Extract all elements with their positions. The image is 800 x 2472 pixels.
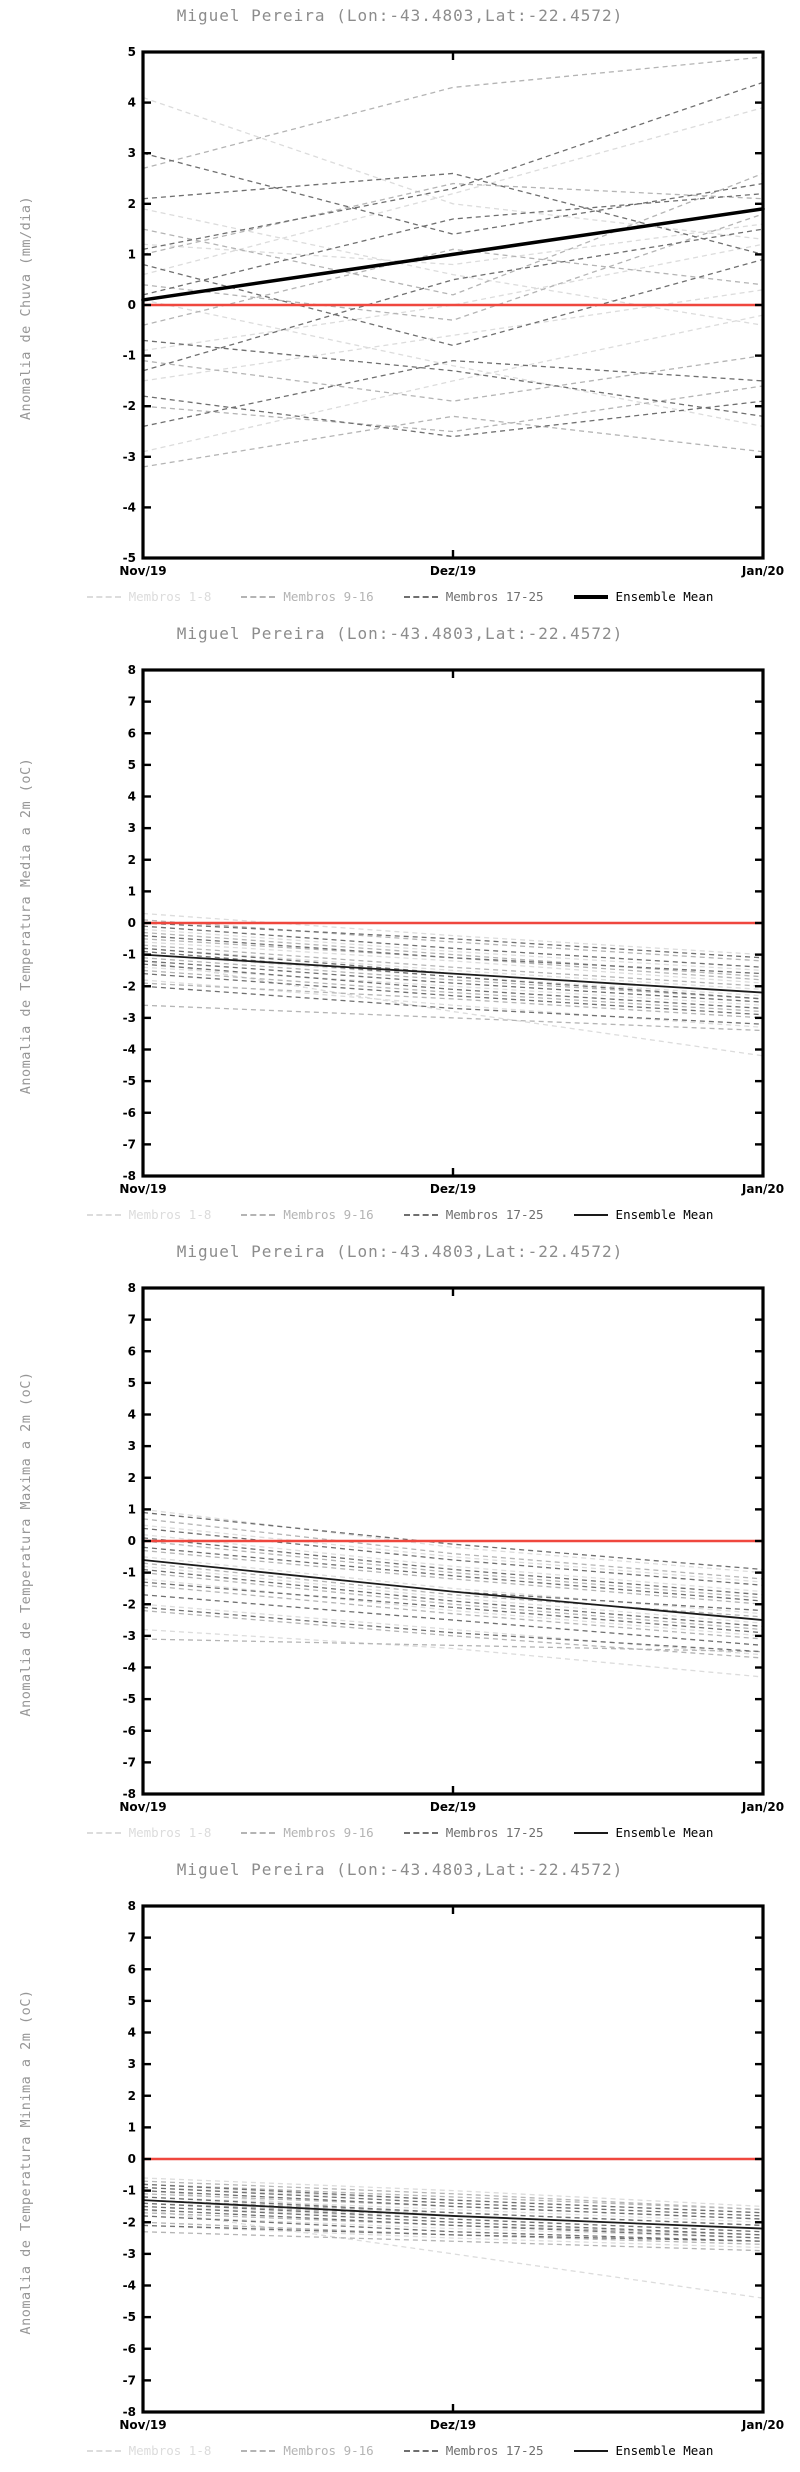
dashed-line-swatch-icon [404, 1214, 438, 1216]
legend-label: Membros 1-8 [128, 1207, 212, 1222]
dashed-line-swatch-icon [87, 1832, 121, 1834]
y-axis-label: Anomalia de Chuva (mm/dia) [18, 195, 34, 421]
legend-item [87, 589, 212, 604]
chart-title: Miguel Pereira (Lon:-43.4803,Lat:-22.4572) [176, 624, 624, 643]
svg-text:Nov/19: Nov/19 [119, 2418, 167, 2432]
legend-label: Membros 17-25 [445, 2443, 544, 2458]
dashed-line-swatch-icon [404, 1832, 438, 1834]
svg-text:-2: -2 [122, 1597, 136, 1612]
svg-text:0: 0 [127, 1534, 136, 1548]
chart-legend [0, 1207, 800, 1222]
svg-text:8: 8 [127, 1281, 136, 1295]
solid-line-swatch-icon [574, 2450, 608, 2452]
legend-item [241, 2443, 373, 2458]
svg-text:2: 2 [127, 196, 136, 211]
svg-text:1: 1 [127, 884, 136, 899]
legend-item [241, 589, 373, 604]
svg-text:-6: -6 [122, 1723, 136, 1738]
chart-title: Miguel Pereira (Lon:-43.4803,Lat:-22.4572) [176, 1860, 624, 1879]
svg-text:-2: -2 [122, 979, 136, 994]
legend-label: Membros 1-8 [128, 2443, 212, 2458]
chart-legend [0, 1825, 800, 1840]
chart-panel-precipitation [0, 0, 800, 618]
svg-text:8: 8 [127, 663, 136, 677]
svg-text:6: 6 [127, 1344, 136, 1359]
dashed-line-swatch-icon [241, 2450, 275, 2452]
svg-text:4: 4 [127, 789, 136, 804]
svg-text:-3: -3 [122, 1628, 136, 1643]
svg-text:1: 1 [127, 247, 136, 262]
legend-label: Membros 9-16 [283, 1207, 374, 1222]
svg-text:Jan/20: Jan/20 [741, 1800, 785, 1814]
svg-text:-5: -5 [122, 2310, 136, 2325]
svg-text:3: 3 [127, 2057, 136, 2072]
svg-text:-4: -4 [122, 500, 136, 515]
chart-plot [0, 0, 800, 618]
legend-label: Ensemble Mean [615, 1825, 714, 1840]
svg-text:-3: -3 [122, 449, 136, 464]
svg-text:-8: -8 [122, 2405, 136, 2419]
svg-text:1: 1 [127, 1502, 136, 1517]
svg-text:Jan/20: Jan/20 [741, 1182, 785, 1196]
legend-label: Membros 17-25 [445, 1825, 544, 1840]
svg-text:2: 2 [127, 1470, 136, 1485]
svg-text:Dez/19: Dez/19 [429, 1182, 477, 1196]
svg-text:4: 4 [127, 1407, 136, 1422]
dashed-line-swatch-icon [87, 1214, 121, 1216]
svg-text:-5: -5 [122, 1692, 136, 1707]
legend-label: Membros 9-16 [283, 589, 374, 604]
svg-text:Jan/20: Jan/20 [741, 564, 785, 578]
chart-panel-mean-temperature [0, 618, 800, 1236]
svg-text:0: 0 [127, 916, 136, 930]
svg-text:Dez/19: Dez/19 [429, 1800, 477, 1814]
svg-text:3: 3 [127, 1439, 136, 1454]
legend-label: Ensemble Mean [615, 2443, 714, 2458]
svg-text:-7: -7 [122, 1755, 136, 1770]
solid-line-swatch-icon [574, 595, 608, 599]
legend-item [241, 1207, 373, 1222]
chart-panel-min-temperature [0, 1854, 800, 2472]
svg-text:3: 3 [127, 146, 136, 161]
svg-text:5: 5 [127, 757, 136, 772]
svg-text:7: 7 [127, 1930, 136, 1945]
svg-text:Nov/19: Nov/19 [119, 1800, 167, 1814]
svg-text:-6: -6 [122, 2341, 136, 2356]
legend-item [574, 589, 714, 604]
svg-text:7: 7 [127, 694, 136, 709]
svg-text:6: 6 [127, 1962, 136, 1977]
svg-text:-1: -1 [122, 2183, 136, 2198]
svg-text:-3: -3 [122, 2246, 136, 2261]
svg-text:-8: -8 [122, 1169, 136, 1183]
svg-text:2: 2 [127, 852, 136, 867]
svg-text:-3: -3 [122, 1010, 136, 1025]
svg-text:Jan/20: Jan/20 [741, 2418, 785, 2432]
dashed-line-swatch-icon [404, 2450, 438, 2452]
legend-label: Ensemble Mean [615, 589, 714, 604]
chart-plot [0, 1236, 800, 1854]
svg-text:0: 0 [127, 2152, 136, 2166]
solid-line-swatch-icon [574, 1214, 608, 1216]
dashed-line-swatch-icon [241, 1214, 275, 1216]
svg-text:7: 7 [127, 1312, 136, 1327]
legend-item [574, 1207, 714, 1222]
svg-text:8: 8 [127, 1899, 136, 1913]
svg-text:Nov/19: Nov/19 [119, 564, 167, 578]
legend-item [87, 1207, 212, 1222]
svg-text:-6: -6 [122, 1105, 136, 1120]
y-axis-label: Anomalia de Temperatura Minima a 2m (oC) [18, 1989, 34, 2335]
chart-legend [0, 589, 800, 604]
svg-text:Dez/19: Dez/19 [429, 564, 477, 578]
svg-text:Nov/19: Nov/19 [119, 1182, 167, 1196]
svg-text:-4: -4 [122, 2278, 136, 2293]
legend-item [404, 2443, 544, 2458]
legend-item [574, 1825, 714, 1840]
svg-text:-7: -7 [122, 1137, 136, 1152]
legend-item [87, 1825, 212, 1840]
svg-text:5: 5 [127, 1375, 136, 1390]
svg-text:Dez/19: Dez/19 [429, 2418, 477, 2432]
svg-text:-1: -1 [122, 1565, 136, 1580]
chart-legend [0, 2443, 800, 2458]
legend-item [404, 589, 544, 604]
svg-text:-2: -2 [122, 2215, 136, 2230]
legend-label: Membros 1-8 [128, 1825, 212, 1840]
svg-text:-4: -4 [122, 1042, 136, 1057]
solid-line-swatch-icon [574, 1832, 608, 1834]
svg-text:6: 6 [127, 726, 136, 741]
dashed-line-swatch-icon [87, 2450, 121, 2452]
legend-label: Membros 1-8 [128, 589, 212, 604]
svg-text:-4: -4 [122, 1660, 136, 1675]
svg-text:5: 5 [127, 1993, 136, 2008]
chart-title: Miguel Pereira (Lon:-43.4803,Lat:-22.4572) [176, 1242, 624, 1261]
svg-text:-2: -2 [122, 399, 136, 414]
svg-text:-8: -8 [122, 1787, 136, 1801]
svg-text:4: 4 [127, 2025, 136, 2040]
svg-text:0: 0 [127, 298, 136, 312]
svg-text:5: 5 [127, 45, 136, 59]
svg-text:-1: -1 [122, 348, 136, 363]
dashed-line-swatch-icon [241, 596, 275, 598]
svg-text:1: 1 [127, 2120, 136, 2135]
legend-item [404, 1825, 544, 1840]
svg-text:-5: -5 [122, 551, 136, 565]
y-axis-label: Anomalia de Temperatura Media a 2m (oC) [18, 757, 34, 1095]
chart-plot [0, 618, 800, 1236]
dashed-line-swatch-icon [404, 596, 438, 598]
svg-text:-1: -1 [122, 947, 136, 962]
svg-text:2: 2 [127, 2088, 136, 2103]
legend-item [241, 1825, 373, 1840]
dashed-line-swatch-icon [87, 596, 121, 598]
legend-item [87, 2443, 212, 2458]
svg-text:4: 4 [127, 95, 136, 110]
y-axis-label: Anomalia de Temperatura Maxima a 2m (oC) [18, 1371, 34, 1717]
chart-title: Miguel Pereira (Lon:-43.4803,Lat:-22.4572) [176, 6, 624, 25]
legend-label: Membros 9-16 [283, 1825, 374, 1840]
legend-label: Membros 17-25 [445, 589, 544, 604]
chart-plot [0, 1854, 800, 2472]
chart-panel-max-temperature [0, 1236, 800, 1854]
legend-label: Ensemble Mean [615, 1207, 714, 1222]
svg-text:-7: -7 [122, 2373, 136, 2388]
dashed-line-swatch-icon [241, 1832, 275, 1834]
legend-item [404, 1207, 544, 1222]
legend-item [574, 2443, 714, 2458]
legend-label: Membros 17-25 [445, 1207, 544, 1222]
svg-text:-5: -5 [122, 1074, 136, 1089]
legend-label: Membros 9-16 [283, 2443, 374, 2458]
svg-text:3: 3 [127, 821, 136, 836]
